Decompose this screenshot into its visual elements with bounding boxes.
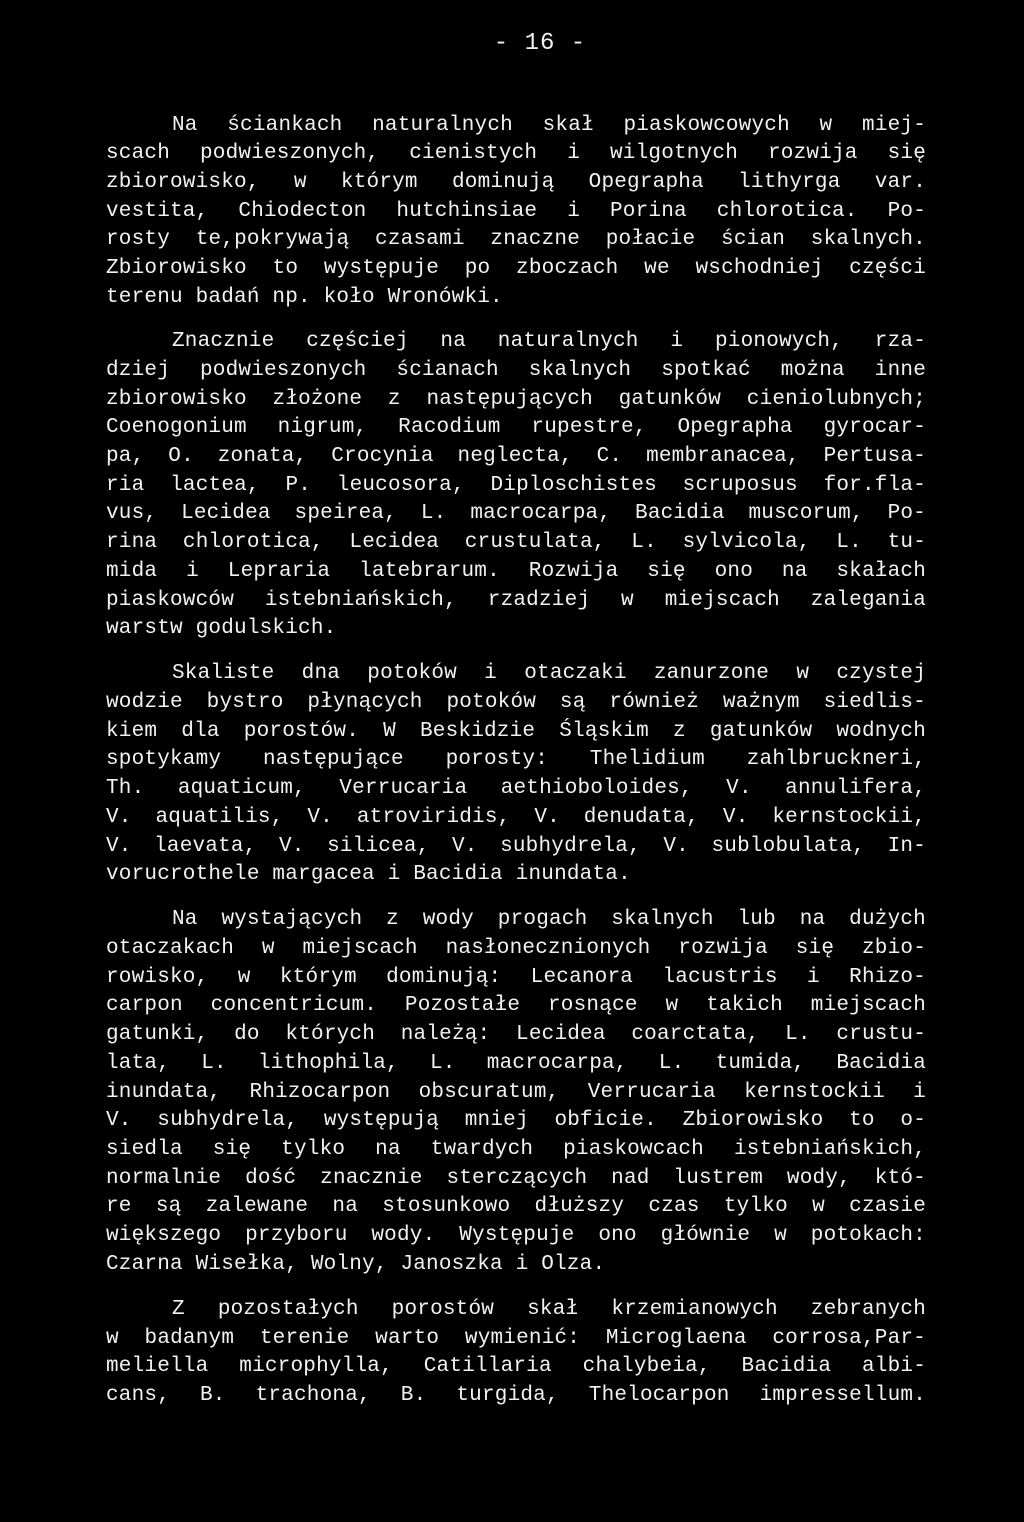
- paragraph-1-line: Zbiorowisko to występuje po zboczach we wschodniej części: [106, 257, 926, 280]
- paragraph-5-line: meliella microphylla, Catillaria chalybeia, Bacidia albi-: [106, 1355, 926, 1378]
- paragraph-3-line: spotykamy następujące porosty: Thelidium zahlbruckneri,: [106, 748, 926, 771]
- paragraph-3-line: kiem dla porostów. W Beskidzie Śląskim z gatunków wodnych: [106, 720, 926, 743]
- paragraph-2-line: Znacznie częściej na naturalnych i pionowych, rza-: [172, 330, 926, 353]
- paragraph-3-line: V. aquatilis, V. atroviridis, V. denudata, V. kernstockii,: [106, 806, 926, 829]
- paragraph-3-line: Skaliste dna potoków i otaczaki zanurzone w czystej: [172, 662, 926, 685]
- paragraph-3-line: Th. aquaticum, Verrucaria aethioboloides, V. annulifera,: [106, 777, 926, 800]
- paragraph-2-line: zbiorowisko złożone z następujących gatunków cieniolubnych;: [106, 388, 926, 411]
- paragraph-4-line: re są zalewane na stosunkowo dłuższy czas tylko w czasie: [106, 1195, 926, 1218]
- paragraph-2-line: rina chlorotica, Lecidea crustulata, L. sylvicola, L. tu-: [106, 531, 926, 554]
- paragraph-3-line: vorucrothele margacea i Bacidia inundata.: [106, 863, 631, 886]
- paragraph-2-line: mida i Lepraria latebrarum. Rozwija się ono na skałach: [106, 560, 926, 583]
- paragraph-4-line: otaczakach w miejscach nasłonecznionych rozwija się zbio-: [106, 937, 926, 960]
- paragraph-4-line: inundata, Rhizocarpon obscuratum, Verrucaria kernstockii i: [106, 1081, 926, 1104]
- paragraph-2-line: Coenogonium nigrum, Racodium rupestre, Opegrapha gyrocar-: [106, 416, 926, 439]
- paragraph-2-line: piaskowców istebniańskich, rzadziej w miejscach zalegania: [106, 589, 926, 612]
- paragraph-5-line: w badanym terenie warto wymienić: Microglaena corrosa,Par-: [106, 1327, 926, 1350]
- paragraph-4-line: siedla się tylko na twardych piaskowcach istebniańskich,: [106, 1138, 926, 1161]
- paragraph-1-line: rosty te,pokrywają czasami znaczne połacie ścian skalnych.: [106, 228, 926, 251]
- paragraph-5-line: Z pozostałych porostów skał krzemianowych zebranych: [172, 1298, 926, 1321]
- paragraph-1-line: scach podwieszonych, cienistych i wilgotnych rozwija się: [106, 142, 926, 165]
- paragraph-4-line: Czarna Wisełka, Wolny, Janoszka i Olza.: [106, 1253, 606, 1276]
- paragraph-1-line: terenu badań np. koło Wronówki.: [106, 286, 503, 309]
- paragraph-3-line: wodzie bystro płynących potoków są również ważnym siedlis-: [106, 691, 926, 714]
- paragraph-4-line: rowisko, w którym dominują: Lecanora lacustris i Rhizo-: [106, 966, 926, 989]
- paragraph-2-line: pa, O. zonata, Crocynia neglecta, C. membranacea, Pertusa-: [106, 445, 926, 468]
- paragraph-2-line: dziej podwieszonych ścianach skalnych spotkać można inne: [106, 359, 926, 382]
- paragraph-2-line: warstw godulskich.: [106, 617, 337, 640]
- paragraph-4-line: V. subhydrela, występują mniej obficie. Zbiorowisko to o-: [106, 1109, 926, 1132]
- paragraph-1-line: zbiorowisko, w którym dominują Opegrapha lithyrga var.: [106, 171, 926, 194]
- paragraph-4-line: Na wystających z wody progach skalnych lub na dużych: [172, 908, 926, 931]
- paragraph-4-line: lata, L. lithophila, L. macrocarpa, L. tumida, Bacidia: [106, 1052, 926, 1075]
- paragraph-1-line: Na ściankach naturalnych skał piaskowcowych w miej-: [172, 114, 926, 137]
- paragraph-4-line: gatunki, do których należą: Lecidea coarctata, L. crustu-: [106, 1023, 926, 1046]
- paragraph-2-line: vus, Lecidea speirea, L. macrocarpa, Bacidia muscorum, Po-: [106, 502, 926, 525]
- page-number: - 16 -: [493, 30, 587, 57]
- paragraph-4-line: większego przyboru wody. Występuje ono głównie w potokach:: [106, 1224, 926, 1247]
- paragraph-4-line: normalnie dość znacznie sterczących nad lustrem wody, któ-: [106, 1167, 926, 1190]
- paragraph-2-line: ria lactea, P. leucosora, Diploschistes scruposus for.fla-: [106, 474, 926, 497]
- paragraph-5-line: cans, B. trachona, B. turgida, Thelocarpon impressellum.: [106, 1384, 926, 1407]
- paragraph-4-line: carpon concentricum. Pozostałe rosnące w takich miejscach: [106, 994, 926, 1017]
- paragraph-3-line: V. laevata, V. silicea, V. subhydrela, V. sublobulata, In-: [106, 835, 926, 858]
- paragraph-1-line: vestita, Chiodecton hutchinsiae i Porina chlorotica. Po-: [106, 200, 926, 223]
